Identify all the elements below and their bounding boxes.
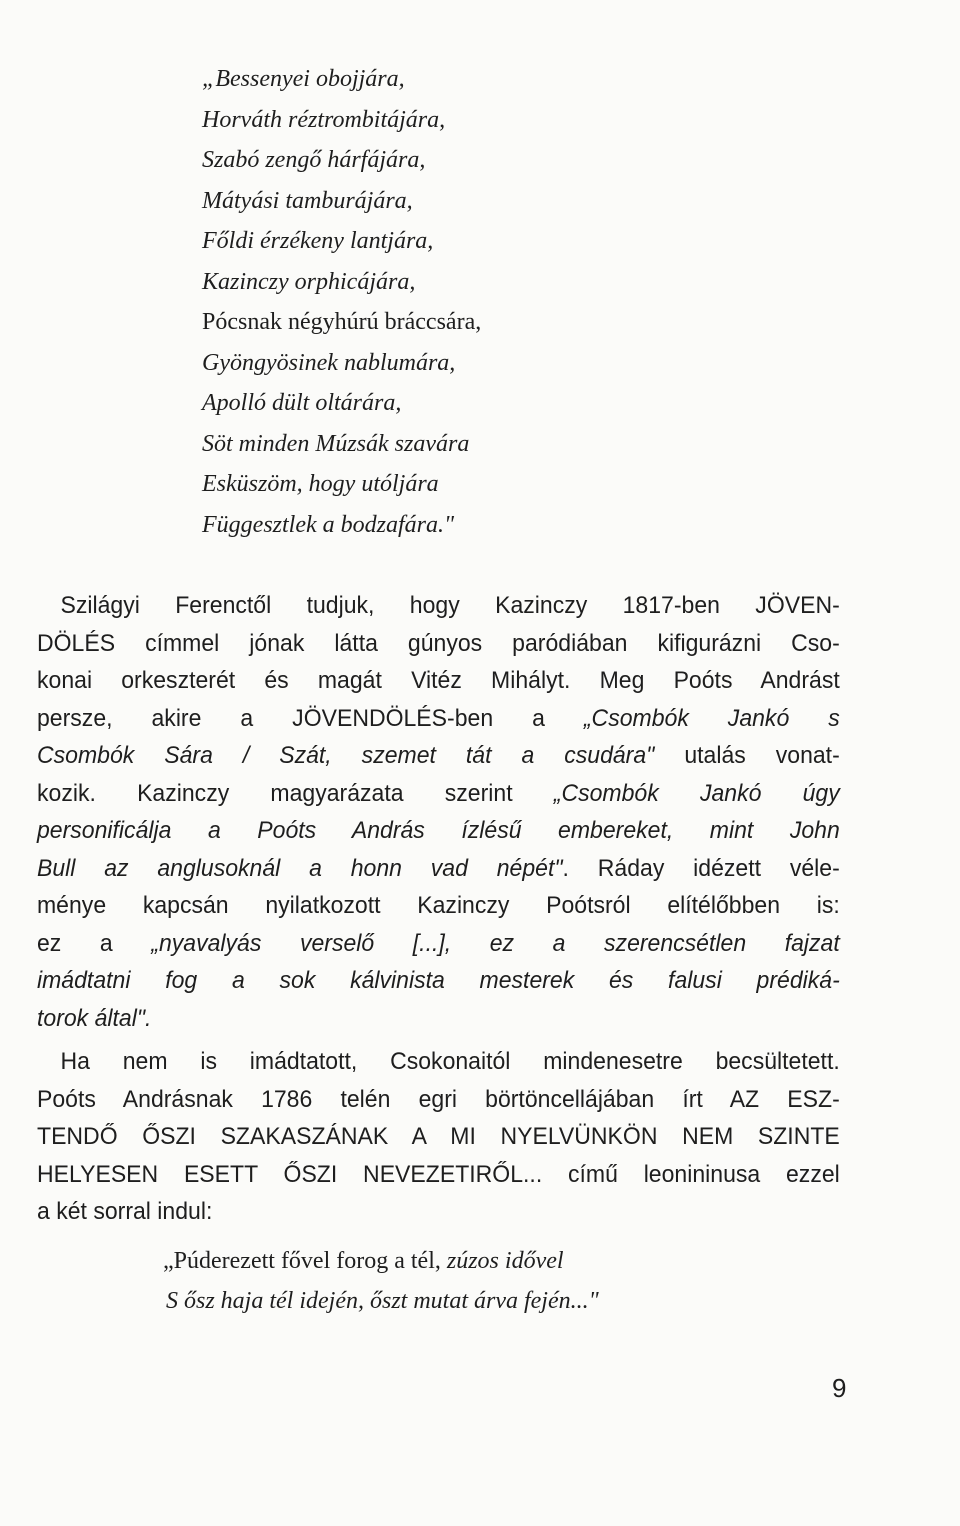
text-segment: persze, akire a JÖVENDÖLÉS-ben a <box>37 704 584 732</box>
text-line <box>37 1160 840 1190</box>
text-segment: TENDŐ ŐSZI SZAKASZÁNAK A MI NYELVÜNKÖN NEM SZINTE <box>37 1123 840 1150</box>
quoted-text: personificálja a Poóts András ízlésű embereket, mint John <box>37 817 840 844</box>
poem-line: Függesztlek a bodzafára." <box>202 511 455 538</box>
poem-line: Pócsnak négyhúrú bráccsára, <box>202 309 482 335</box>
quoted-text: Csombók Sára / Szát, szemet tát a csudára" <box>37 742 655 769</box>
page-number: 9 <box>832 1373 847 1403</box>
poem-line: Főldi érzékeny lantjára, <box>202 228 434 254</box>
poem-line <box>166 1288 599 1315</box>
text-segment: . Ráday idézett véle- <box>562 854 840 882</box>
poem-line: Apolló dült oltárára, <box>202 390 402 416</box>
text-line <box>37 929 840 959</box>
quoted-text: „Csombók Jankó úgy <box>553 779 840 807</box>
text-line <box>37 1122 840 1152</box>
text-line <box>37 1004 840 1034</box>
poem-line: Horváth réztrombitájára, <box>202 106 446 133</box>
text-segment: konai orkeszterét és magát Vitéz Mihályt. Meg Poóts Andrást <box>37 667 840 694</box>
text-segment: a két sorral indul: <box>37 1198 213 1225</box>
text-line <box>37 854 840 884</box>
text-line <box>37 816 840 846</box>
quoted-text: Bull az anglusoknál a honn vad népét" <box>37 854 563 882</box>
text-segment: utalás vonat- <box>654 742 840 769</box>
text-segment: zúzos idővel <box>446 1248 564 1274</box>
poem-line: Mátyási tamburájára, <box>202 187 413 214</box>
text-line <box>37 704 840 734</box>
quoted-text: „nyavalyás verselő [...], ez a szerencsétlen fajzat <box>151 929 840 957</box>
text-line <box>37 1047 840 1077</box>
poem-line: Kazinczy orphicájára, <box>202 268 416 295</box>
text-line <box>37 741 840 771</box>
text-line <box>37 966 840 996</box>
text-line <box>37 891 840 921</box>
text-segment: ez a <box>37 929 152 957</box>
quoted-text: torok által". <box>37 1004 152 1032</box>
poem-line: Esküszöm, hogy utóljára <box>202 471 439 497</box>
poem-line <box>163 1248 564 1275</box>
text-segment: ménye kapcsán nyilatkozott Kazinczy Poótsról elítélőbben is: <box>37 892 840 919</box>
quoted-text: imádtatni fog a sok kálvinista mesterek és falusi prédiká- <box>37 967 840 994</box>
poem-line: Gyöngyösinek nablumára, <box>202 349 456 376</box>
text-segment: kozik. Kazinczy magyarázata szerint <box>37 779 554 807</box>
text-segment: HELYESEN ESETT ŐSZI NEVEZETIRŐL... című leonininusa ezzel <box>37 1160 840 1188</box>
text-segment: DÖLÉS címmel jónak látta gúnyos paródiában kifigurázni Cso- <box>37 629 840 657</box>
text-segment: Poóts Andrásnak 1786 telén egri börtöncellájában írt AZ ESZ- <box>37 1085 840 1113</box>
text-line <box>37 629 840 659</box>
text-line <box>37 666 840 696</box>
poem-line: Söt minden Múzsák szavára <box>202 430 470 457</box>
poem-line: Szabó zengő hárfájára, <box>202 147 426 173</box>
text-segment: S ősz haja tél idején, őszt mutat árva fején..." <box>166 1288 599 1314</box>
text-line <box>37 779 840 809</box>
text-line <box>37 1085 840 1115</box>
text-line <box>37 591 840 621</box>
text-segment: Ha nem is imádtatott, Csokonaitól mindenesetre becsültetett. <box>60 1048 840 1075</box>
poem-line: „Bessenyei obojjára, <box>202 66 405 92</box>
quoted-text: „Csombók Jankó s <box>583 704 840 732</box>
text-segment: „Púderezett fővel forog a tél, <box>163 1248 447 1274</box>
text-segment: Szilágyi Ferenctől tudjuk, hogy Kazinczy 1817-ben JÖVEN- <box>60 592 840 619</box>
text-line <box>37 1197 840 1227</box>
